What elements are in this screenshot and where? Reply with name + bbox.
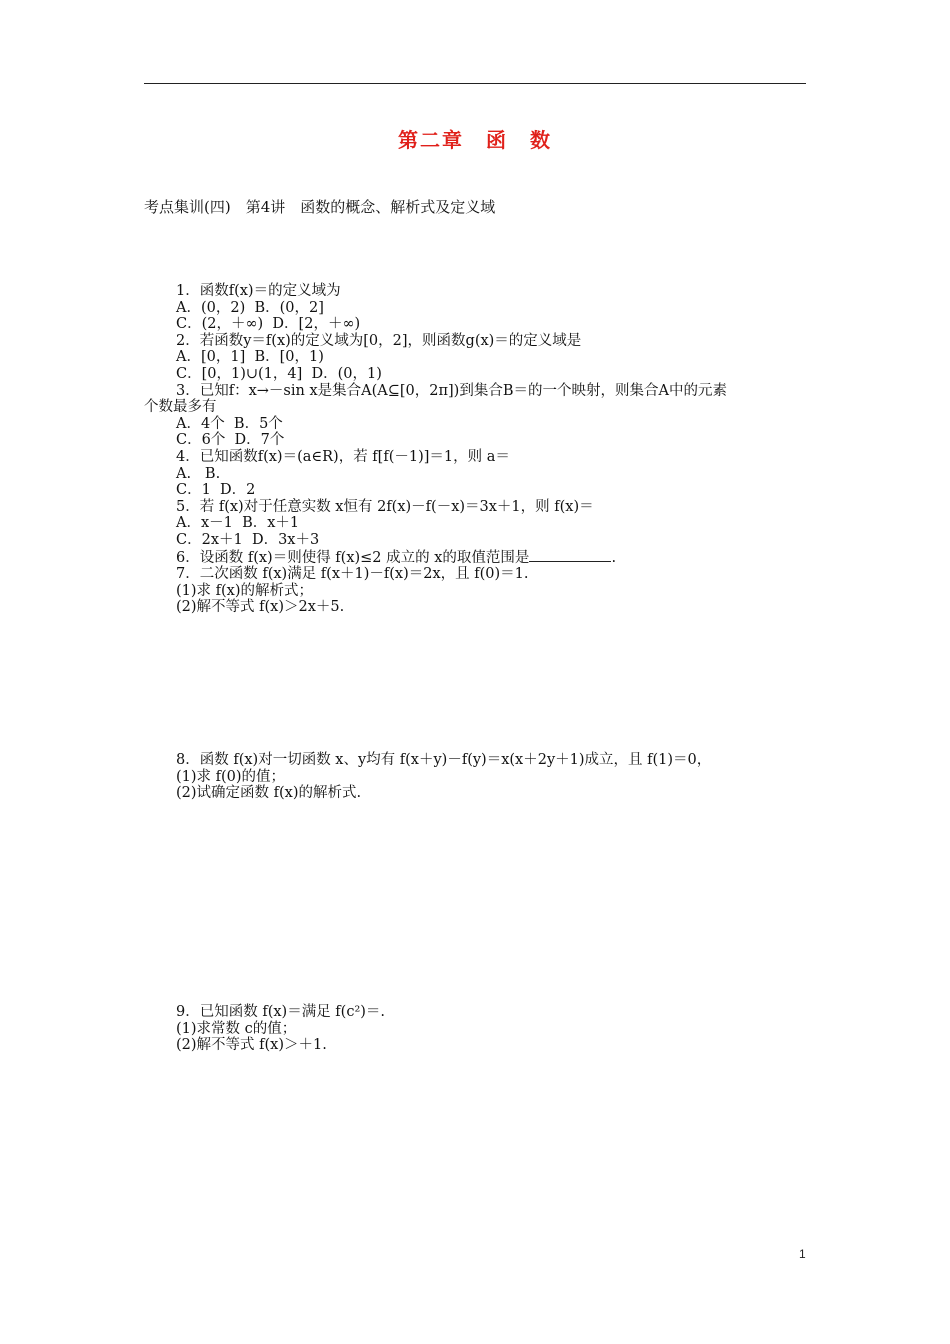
q1-options-cd: C．(2，＋∞) D．[2，＋∞) [176, 316, 361, 333]
q2-options-ab: A．[0，1] B．[0，1) [176, 349, 324, 366]
questions-1-7 [144, 283, 808, 616]
q2-options-cd: C．[0，1)∪(1，4] D．(0，1) [176, 365, 382, 382]
q8-part-2: (2)试确定函数 f(x)的解析式. [176, 785, 362, 802]
q3-options-ab: A．4个 B．5个 [176, 415, 283, 432]
q9-part-1: (1)求常数 c的值； [176, 1020, 297, 1037]
header-rule [144, 83, 806, 84]
q2-stem: 2．若函数y＝f(x)的定义域为[0，2]，则函数g(x)＝的定义域是 [176, 332, 582, 349]
q7-part-1: (1)求 f(x)的解析式； [176, 582, 314, 599]
q8-stem: 8．函数 f(x)对一切函数 x、y均有 f(x＋y)－f(y)＝x(x＋2y＋1)成立，且 f(1)＝0， [176, 752, 712, 768]
q6-answer-blank[interactable] [529, 549, 611, 562]
question-9 [176, 1004, 808, 1054]
q6-text: 6．设函数 f(x)＝则使得 f(x)≤2 成立的 x的取值范围是 [176, 549, 530, 566]
q3-stem-continued: 个数最多有 [144, 399, 217, 416]
q4-stem: 4．已知函数f(x)＝(a∈R)，若 f[f(－1)]＝1，则 a＝ [176, 448, 510, 465]
page-number: 1 [799, 1247, 806, 1261]
q6-period: . [611, 549, 617, 566]
q9-stem: 9．已知函数 f(x)＝满足 f(c²)＝. [176, 1004, 386, 1020]
q4-options-ab: A. B. [176, 465, 221, 482]
question-8 [176, 752, 808, 802]
q9-part-2: (2)解不等式 f(x)＞＋1. [176, 1037, 327, 1054]
q5-options-cd: C．2x＋1 D．3x＋3 [176, 531, 320, 548]
chapter-title: 第二章 函 数 [398, 128, 552, 152]
q1-options-ab: A．(0，2) B．(0，2] [176, 299, 324, 316]
q6-stem [176, 549, 808, 567]
q7-stem: 7．二次函数 f(x)满足 f(x＋1)－f(x)＝2x，且 f(0)＝1. [176, 566, 529, 583]
q5-stem: 5．若 f(x)对于任意实数 x恒有 2f(x)－f(－x)＝3x＋1，则 f(x)＝ [176, 498, 594, 515]
section-subtitle: 考点集训(四) 第4讲 函数的概念、解析式及定义域 [144, 198, 496, 216]
q1-stem: 1．函数f(x)＝的定义域为 [176, 283, 341, 299]
q8-part-1: (1)求 f(0)的值； [176, 768, 286, 785]
q3-options-cd: C．6个 D．7个 [176, 432, 285, 449]
q5-options-ab: A．x－1 B．x＋1 [176, 515, 300, 532]
q4-options-cd: C．1 D．2 [176, 482, 256, 499]
q3-stem: 3．已知f：x→－sin x是集合A(A⊆[0，2π])到集合B＝的一个映射，则集合A中的元素 [176, 382, 727, 399]
q7-part-2: (2)解不等式 f(x)＞2x＋5. [176, 599, 345, 616]
